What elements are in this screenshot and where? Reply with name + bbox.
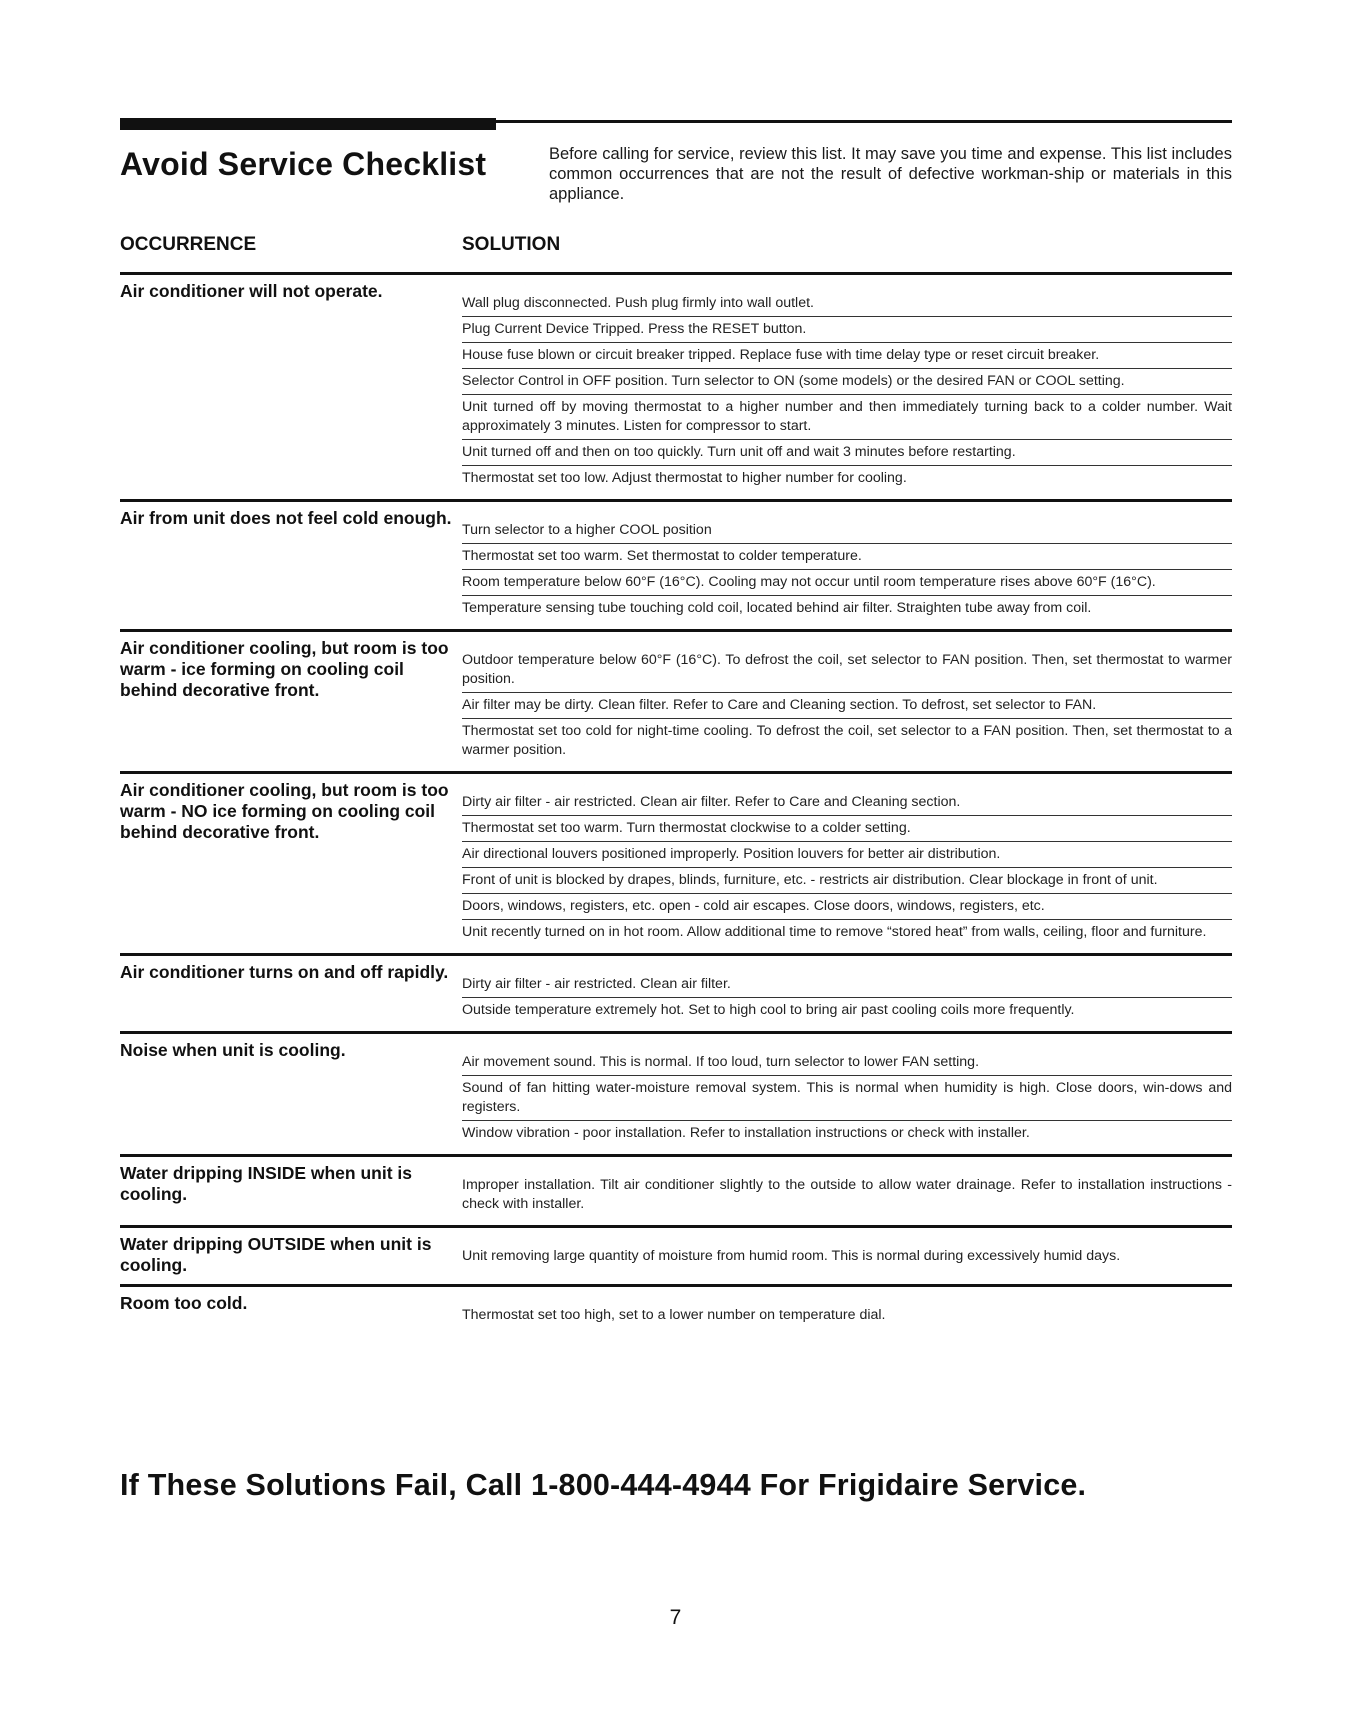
solution-item: Dirty air filter - air restricted. Clean air filter. Refer to Care and Cleaning section. xyxy=(462,790,1232,816)
column-headers xyxy=(120,234,1232,256)
occurrence-text: Noise when unit is cooling. xyxy=(120,1040,346,1060)
solution-item: Doors, windows, registers, etc. open - cold air escapes. Close doors, windows, registers, etc. xyxy=(462,894,1232,920)
occurrence-text: Air conditioner will not operate. xyxy=(120,281,383,301)
occurrence-text: Air conditioner cooling, but room is too warm - ice forming on cooling coil behind decorative front. xyxy=(120,638,449,700)
solution-list xyxy=(462,281,1232,491)
solution-item: Improper installation. Tilt air conditioner slightly to the outside to allow water drainage. Refer to installation instructions - check with installer. xyxy=(462,1177,1232,1212)
checklist-section xyxy=(120,629,1232,771)
checklist-section xyxy=(120,499,1232,629)
solution-list xyxy=(462,1293,1232,1328)
solution-item: Unit turned off by moving thermostat to a higher number and then immediately turning back to a colder number. Wait approximately 3 minutes. Listen for compressor to start. xyxy=(462,395,1232,440)
solution-item: Air directional louvers positioned improperly. Position louvers for better air distribution. xyxy=(462,842,1232,868)
occurrence-text: Room too cold. xyxy=(120,1293,248,1313)
occurrence-text: Water dripping OUTSIDE when unit is cooling. xyxy=(120,1234,432,1275)
occurrence-text: Water dripping INSIDE when unit is cooling. xyxy=(120,1163,412,1204)
solution-list xyxy=(462,1234,1232,1276)
solution-item: Outside temperature extremely hot. Set to high cool to bring air past cooling coils more frequently. xyxy=(462,1002,1075,1018)
occurrence-text: Air conditioner cooling, but room is too warm - NO ice forming on cooling coil behind decorative front. xyxy=(120,780,449,842)
solution-item: Unit turned off and then on too quickly. Turn unit off and wait 3 minutes before restarting. xyxy=(462,440,1232,466)
intro-paragraph: Before calling for service, review this list. It may save you time and expense. This list includes common occurrences that are not the result of defective workman-ship or materials in this appliance. xyxy=(549,145,1232,203)
occurrence-text: Air from unit does not feel cold enough. xyxy=(120,508,452,528)
solution-item: Front of unit is blocked by drapes, blinds, furniture, etc. - restricts air distribution. Clear blockage in front of unit. xyxy=(462,868,1232,894)
service-call-banner: If These Solutions Fail, Call 1-800-444-4944 For Frigidaire Service. xyxy=(120,1468,1087,1502)
page-number: 7 xyxy=(669,1606,682,1629)
solution-item: Outdoor temperature below 60°F (16°C). To defrost the coil, set selector to FAN position. Then, set thermostat to warmer position. xyxy=(462,648,1232,693)
checklist-section xyxy=(120,771,1232,953)
checklist-table xyxy=(120,272,1232,1336)
top-rule xyxy=(120,118,1232,128)
solution-list xyxy=(462,1040,1232,1146)
solution-item: Air movement sound. This is normal. If too loud, turn selector to lower FAN setting. xyxy=(462,1050,1232,1076)
solution-list xyxy=(462,638,1232,763)
checklist-section xyxy=(120,953,1232,1031)
solution-item: Thermostat set too warm. Set thermostat to colder temperature. xyxy=(462,544,1232,570)
checklist-section xyxy=(120,1225,1232,1284)
solution-item: Thermostat set too warm. Turn thermostat clockwise to a colder setting. xyxy=(462,816,1232,842)
occurrence-column-header: OCCURRENCE xyxy=(120,234,257,255)
solution-item: Window vibration - poor installation. Refer to installation instructions or check with installer. xyxy=(462,1125,1030,1141)
solution-list xyxy=(462,508,1232,621)
solution-item: Sound of fan hitting water-moisture removal system. This is normal when humidity is high. Close doors, win-dows and registers. xyxy=(462,1076,1232,1121)
solution-item: Thermostat set too cold for night-time cooling. To defrost the coil, set selector to a FAN position. Then, set thermostat to a warmer position. xyxy=(462,723,1232,758)
checklist-section xyxy=(120,1154,1232,1225)
occurrence-text: Air conditioner turns on and off rapidly. xyxy=(120,962,449,982)
solution-item: Unit removing large quantity of moisture from humid room. This is normal during excessively humid days. xyxy=(462,1248,1121,1264)
page-title: Avoid Service Checklist xyxy=(120,146,487,182)
solution-item: Unit recently turned on in hot room. Allow additional time to remove “stored heat” from walls, ceiling, floor and furniture. xyxy=(462,924,1207,940)
solution-item: Thermostat set too high, set to a lower number on temperature dial. xyxy=(462,1307,886,1323)
solution-item: Turn selector to a higher COOL position xyxy=(462,518,1232,544)
solution-item: Temperature sensing tube touching cold coil, located behind air filter. Straighten tube away from coil. xyxy=(462,600,1092,616)
solution-column-header: SOLUTION xyxy=(462,234,561,255)
solution-list xyxy=(462,962,1232,1023)
solution-item: Wall plug disconnected. Push plug firmly into wall outlet. xyxy=(462,291,1232,317)
page-header xyxy=(120,144,1232,204)
checklist-section xyxy=(120,1284,1232,1336)
solution-list xyxy=(462,1163,1232,1217)
checklist-section xyxy=(120,1031,1232,1154)
solution-item: Thermostat set too low. Adjust thermostat to higher number for cooling. xyxy=(462,470,907,486)
thick-rule xyxy=(120,118,496,130)
solution-item: Dirty air filter - air restricted. Clean air filter. xyxy=(462,972,1232,998)
checklist-page xyxy=(120,118,1232,1336)
checklist-section xyxy=(120,272,1232,499)
solution-list xyxy=(462,780,1232,945)
solution-item: House fuse blown or circuit breaker tripped. Replace fuse with time delay type or reset circuit breaker. xyxy=(462,343,1232,369)
solution-item: Air filter may be dirty. Clean filter. Refer to Care and Cleaning section. To defrost, set selector to FAN. xyxy=(462,693,1232,719)
solution-item: Plug Current Device Tripped. Press the RESET button. xyxy=(462,317,1232,343)
solution-item: Selector Control in OFF position. Turn selector to ON (some models) or the desired FAN or COOL setting. xyxy=(462,369,1232,395)
solution-item: Room temperature below 60°F (16°C). Cooling may not occur until room temperature rises above 60°F (16°C). xyxy=(462,570,1232,596)
